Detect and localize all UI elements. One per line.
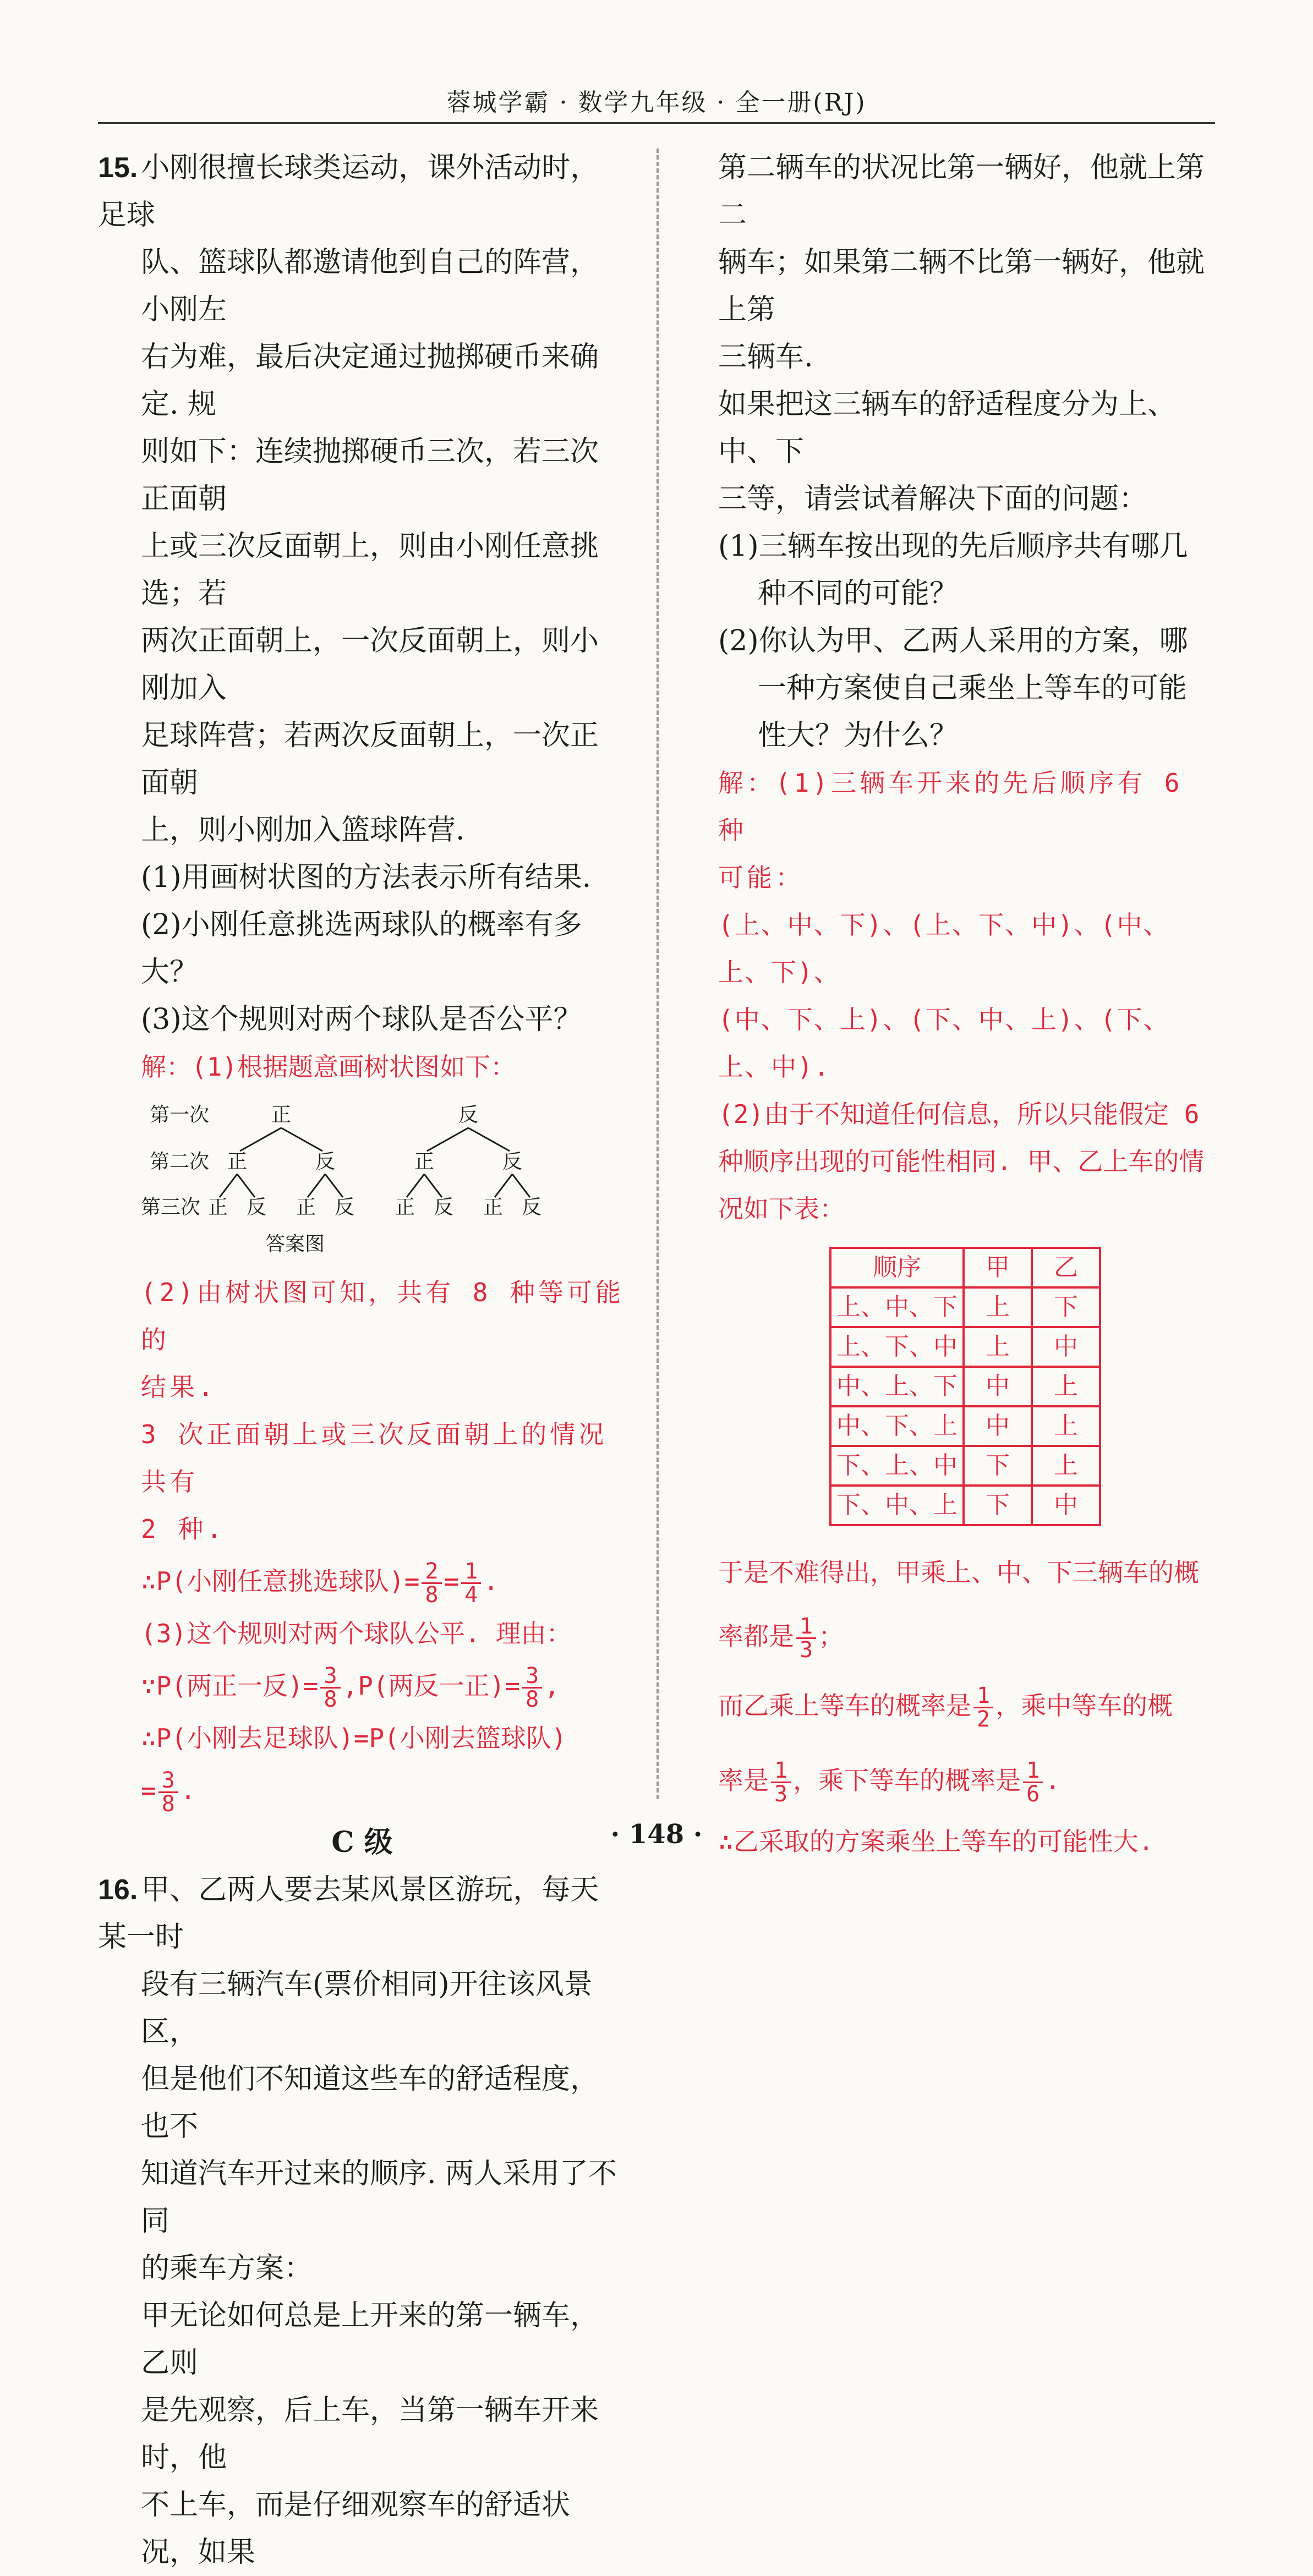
left-column [98, 144, 626, 2576]
table-cell: 中 [964, 1367, 1032, 1406]
equation-text: ，乘中等车的概 [995, 1691, 1173, 1720]
equation-text: ，乘下等车的概率是 [793, 1766, 1021, 1795]
table-cell: 上 [1032, 1446, 1100, 1486]
tree-node-l3: 反 [246, 1196, 267, 1219]
q15-answer-3-line: (3)这个规则对两个球队公平. 理由： [141, 1619, 572, 1648]
q15-line: 队、篮球队都邀请他到自己的阵营，小刚左 [141, 246, 599, 326]
q15-answer-2-line: 3 次正面朝上或三次反面朝上的情况共有 [141, 1419, 608, 1497]
q16-conclusion-4 [718, 1743, 1213, 1818]
tree-node-l3: 反 [334, 1196, 355, 1219]
tree-node-l3: 反 [433, 1196, 454, 1219]
tree-branches [220, 1128, 530, 1197]
fraction: $\frac{1}{6}$ [1023, 1760, 1043, 1805]
q16-answer-line: 可能： [718, 863, 804, 892]
table-cell: 中 [964, 1406, 1032, 1446]
table-cell: 上 [1032, 1406, 1100, 1446]
equation-text: . [180, 1775, 196, 1805]
tree-node-l3: 正 [296, 1196, 316, 1219]
table-header: 乙 [1032, 1248, 1100, 1287]
table-cell: 下 [1032, 1287, 1100, 1327]
tree-caption: 答案图 [265, 1233, 325, 1256]
q16-line: 知道汽车开过来的顺序. 两人采用了不同 [141, 2157, 617, 2238]
column-divider [656, 149, 659, 1799]
equation-text: = [444, 1566, 459, 1596]
section-c-title: C 级 [331, 1826, 393, 1859]
table-row [830, 1446, 1100, 1486]
q16-cont-line: 三等，请尝试着解决下面的问题： [718, 483, 1148, 516]
tree-node-l2: 正 [414, 1150, 435, 1173]
q16-line: 的乘车方案： [141, 2252, 313, 2285]
fraction: $\frac{3}{8}$ [320, 1665, 340, 1711]
q16-cont-line: 三辆车. [718, 341, 813, 374]
q15-answer-2-line: (2)由树状图可知，共有 8 种等可能的 [141, 1278, 625, 1355]
q16-answer-line: (中、下、上)、(下、中、上)、(下、上、中). [718, 1005, 1170, 1082]
fraction: $\frac{3}{8}$ [522, 1665, 542, 1711]
fraction: $\frac{3}{8}$ [158, 1769, 178, 1815]
boarding-table [829, 1247, 1101, 1526]
table-header-row [830, 1248, 1100, 1287]
header-rule [98, 122, 1215, 124]
tree-node-l3: 正 [483, 1196, 504, 1219]
q15-answer-2-equation [141, 1553, 626, 1610]
equation-text: ； [818, 1621, 844, 1651]
table-cell: 中、下、上 [830, 1406, 964, 1446]
q16-conclusion-1: 于是不难得出，甲乘上、中、下三辆车的概 [718, 1558, 1199, 1587]
q15-answer-3-equation [141, 1657, 626, 1714]
equation-text: , [544, 1671, 560, 1701]
table-cell: 下 [964, 1446, 1032, 1486]
tree-node-l1: 正 [271, 1104, 292, 1126]
question-15 [98, 144, 626, 1819]
right-column [718, 144, 1213, 1865]
q15-part-1: (1)用画树状图的方法表示所有结果. [141, 861, 592, 894]
equation-text: 率都是 [718, 1621, 794, 1651]
q15-line: 上或三次反面朝上，则由小刚任意挑选；若 [141, 530, 599, 610]
equation-text: . [1045, 1766, 1060, 1795]
q16-conclusion-3 [718, 1668, 1213, 1743]
tree-node-l1: 反 [458, 1104, 479, 1126]
q15-answer-2-line: 2 种. [141, 1514, 226, 1544]
q16-answer-line: 况如下表： [718, 1194, 845, 1224]
q16-answer-line: 种顺序出现的可能性相同. 甲、乙上车的情 [718, 1147, 1205, 1176]
table-row [830, 1406, 1100, 1446]
tree-node-l2: 反 [315, 1150, 336, 1173]
fraction: $\frac{1}{3}$ [796, 1615, 816, 1661]
question-number: 15. [98, 152, 138, 184]
q15-answer-3-equation: ∴P(小刚去足球队)=P(小刚去篮球队) [141, 1723, 567, 1753]
question-number: 16. [98, 1874, 138, 1906]
q15-part-3: (3)这个规则对两个球队是否公平？ [141, 1003, 582, 1036]
table-cell: 下、中、上 [830, 1486, 964, 1525]
fraction: $\frac{1}{4}$ [461, 1560, 481, 1606]
q15-answer-2-line: 结果. [141, 1372, 217, 1402]
table-header: 甲 [964, 1248, 1032, 1287]
q16-line: 甲、乙两人要去某风景区游玩，每天某一时 [98, 1873, 599, 1954]
q16-part-1: (1)三辆车按出现的先后顺序共有哪几种不同的可能？ [718, 530, 1188, 610]
tree-node-l2: 正 [227, 1150, 248, 1173]
tree-row-label: 第二次 [149, 1150, 210, 1173]
tree-node-l2: 反 [502, 1150, 523, 1173]
q15-line: 足球阵营；若两次反面朝上，一次正面朝 [141, 719, 599, 799]
question-16 [98, 1866, 626, 2576]
tree-node-l3: 反 [521, 1196, 542, 1219]
table-row [830, 1287, 1100, 1327]
table-cell: 上 [1032, 1367, 1100, 1406]
equation-text: . [483, 1566, 499, 1596]
fraction: $\frac{1}{2}$ [973, 1685, 993, 1730]
q16-cont-line: 如果把这三辆车的舒适程度分为上、中、下 [718, 388, 1177, 468]
fraction: $\frac{1}{3}$ [771, 1760, 791, 1805]
table-row [830, 1367, 1100, 1406]
tree-row-label: 第三次 [141, 1196, 201, 1219]
table-cell: 上、中、下 [830, 1287, 964, 1327]
equation-text: 率是 [718, 1766, 769, 1795]
q15-part-2: (2)小刚任意挑选两球队的概率有多大？ [141, 908, 582, 989]
table-cell: 上 [964, 1327, 1032, 1367]
table-cell: 上 [964, 1287, 1032, 1327]
table-cell: 中、上、下 [830, 1367, 964, 1406]
page-number: · 148 · [610, 1819, 703, 1850]
tree-row-label: 第一次 [149, 1104, 210, 1126]
q16-final-answer: ∴乙采取的方案乘坐上等车的可能性大. [718, 1827, 1154, 1856]
q15-line: 右为难，最后决定通过抛掷硬币来确定. 规 [141, 341, 599, 421]
q16-answer-line: (上、中、下)、(上、下、中)、(中、上、下)、 [718, 910, 1170, 987]
table-cell: 下、上、中 [830, 1446, 964, 1486]
equation-text: 而乙乘上等车的概率是 [718, 1691, 971, 1720]
q15-line: 则如下：连续抛掷硬币三次，若三次正面朝 [141, 435, 599, 516]
table-cell: 中 [1032, 1327, 1100, 1367]
table-cell: 中 [1032, 1486, 1100, 1525]
q16-line: 段有三辆汽车(票价相同)开往该风景区， [141, 1968, 593, 2048]
equation-text: ∴P(小刚任意挑选球队)= [141, 1566, 420, 1596]
q16-cont-line: 辆车；如果第二辆不比第一辆好，他就上第 [718, 246, 1205, 326]
tree-node-l3: 正 [207, 1196, 228, 1219]
fraction: $\frac{2}{8}$ [422, 1560, 441, 1606]
equation-text: ,P(两反一正)= [342, 1671, 521, 1701]
equation-text: ∵P(两正一反)= [141, 1671, 319, 1701]
table-row [830, 1327, 1100, 1367]
q15-answer-intro: 解：(1)根据题意画树状图如下： [141, 1052, 516, 1082]
q16-cont-line: 第二辆车的状况比第一辆好，他就上第二 [718, 151, 1205, 232]
tree-node-l3: 正 [395, 1196, 415, 1219]
q15-line: 上，则小刚加入篮球阵营. [141, 814, 465, 847]
q15-answer-3-equation [141, 1762, 626, 1819]
q15-line: 两次正面朝上，一次反面朝上，则小刚加入 [141, 624, 599, 705]
q16-line: 是先观察，后上车，当第一辆车开来时，他 [141, 2394, 599, 2474]
table-header: 顺序 [830, 1248, 964, 1287]
table-row [830, 1486, 1100, 1525]
q16-line: 甲无论如何总是上开来的第一辆车，乙则 [141, 2299, 599, 2380]
page-header: 蓉城学霸 · 数学九年级 · 全一册(RJ) [446, 89, 867, 117]
q15-line: 小刚很擅长球类运动，课外活动时，足球 [98, 151, 599, 232]
table-cell: 下 [964, 1486, 1032, 1525]
q16-line: 但是他们不知道这些车的舒适程度，也不 [141, 2063, 599, 2143]
tree-diagram [141, 1094, 603, 1231]
q16-line: 不上车，而是仔细观察车的舒适状况，如果 [141, 2489, 571, 2569]
table-cell: 上、下、中 [830, 1327, 964, 1367]
q16-answer-line: (2)由于不知道任何信息，所以只能假定 6 [718, 1099, 1200, 1129]
q16-part-2: (2)你认为甲、乙两人采用的方案，哪一种方案使自己乘坐上等车的可能性大？为什么？ [718, 624, 1188, 752]
equation-text: = [141, 1775, 156, 1805]
q16-conclusion-2 [718, 1604, 1213, 1668]
q16-answer-line: 解：(1)三辆车开来的先后顺序有 6 种 [718, 768, 1183, 845]
